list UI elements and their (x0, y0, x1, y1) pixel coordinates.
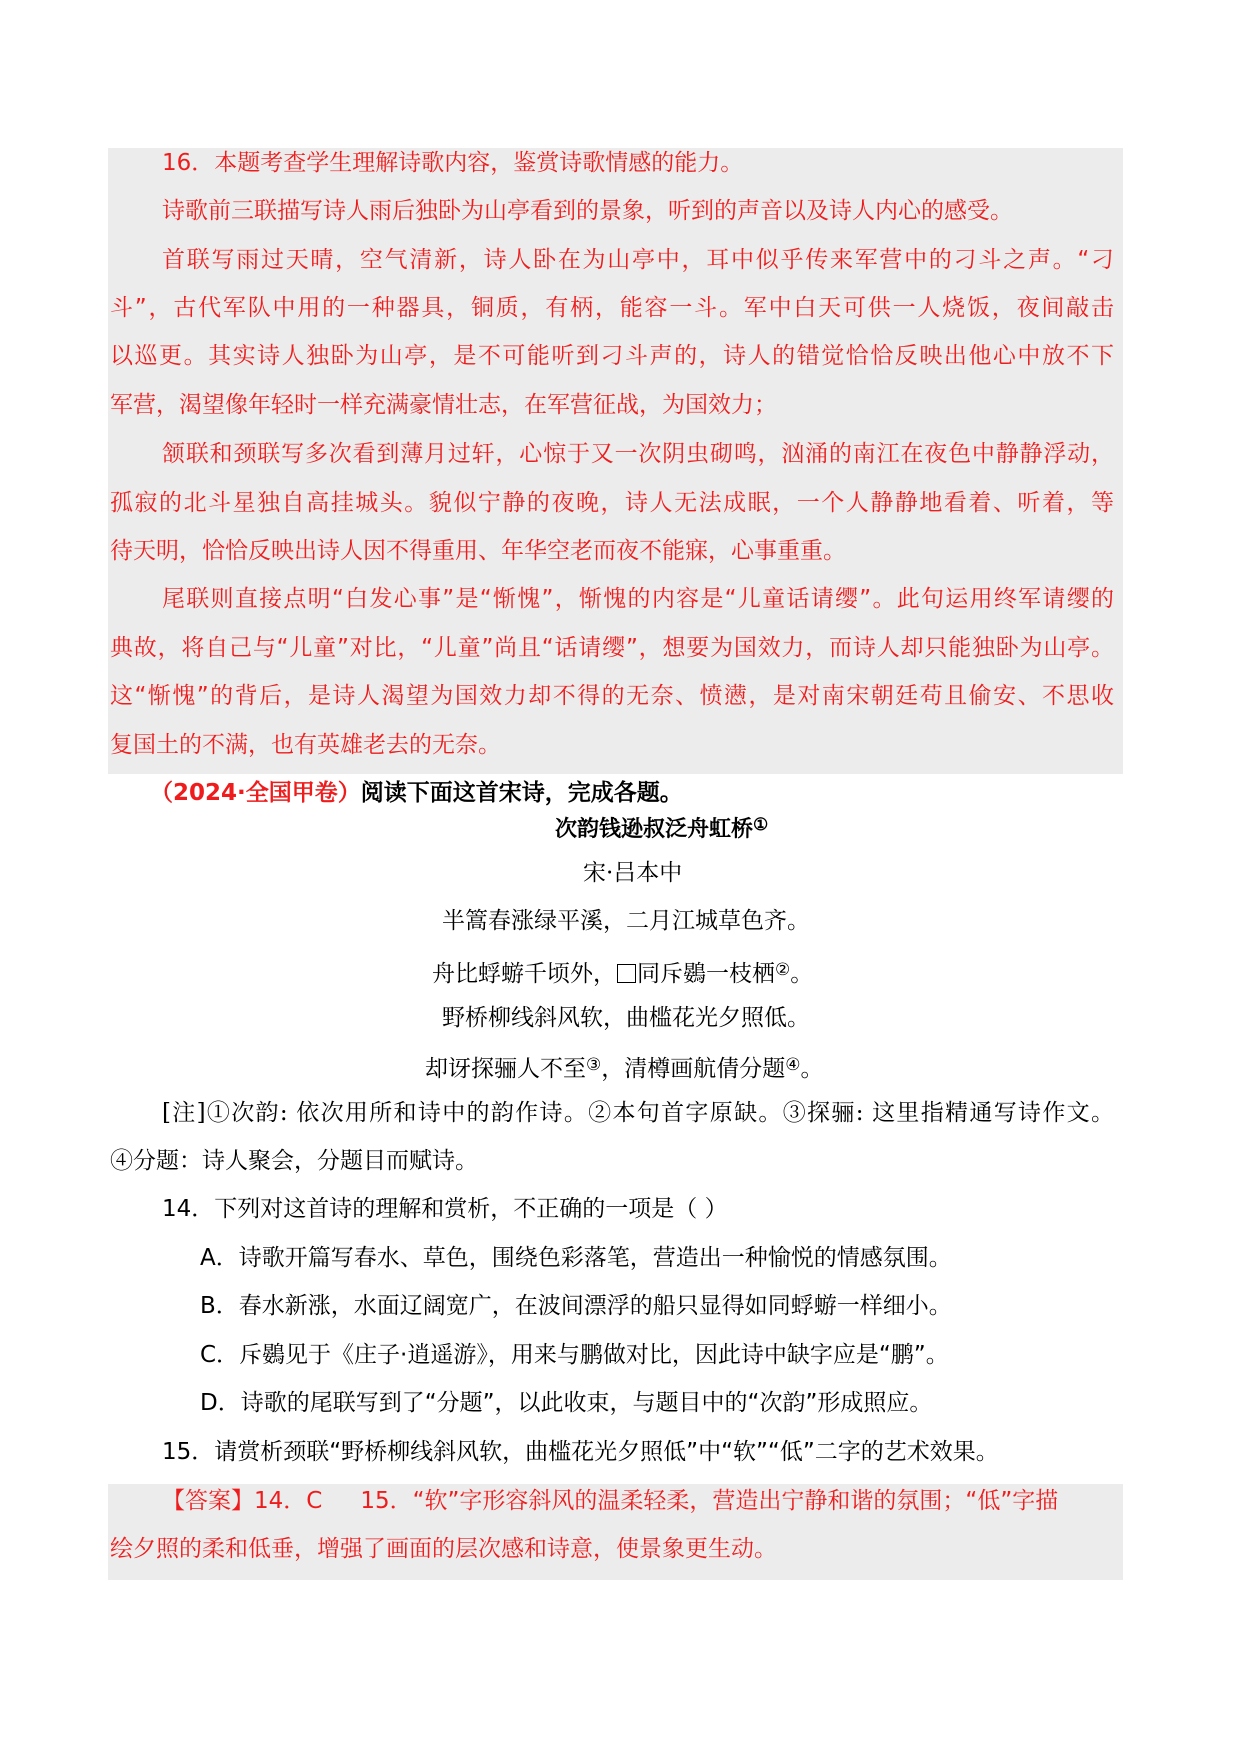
question-14-option: A．诗歌开篇写春水、草色，围绕色彩落笔，营造出一种愉悦的情感氛围。 (200, 1245, 952, 1271)
answer-line (162, 1486, 1058, 1516)
question-14-option: B．春水新涨，水面辽阔宽广，在波间漂浮的船只显得如同蜉蝣一样细小。 (200, 1293, 952, 1319)
poem-title-text: 次韵钱逊叔泛舟虹桥 (555, 816, 754, 842)
answer-line: 绘夕照的柔和低垂，增强了画面的层次感和诗意，使景象更生动。 (110, 1536, 777, 1562)
poem-line2-part: 舟比蜉蝣千顷外， (432, 961, 616, 987)
poem-note-marker: ② (775, 960, 791, 980)
answer16-line: 孤寂的北斗星独自高挂城头。貌似宁静的夜晚，诗人无法成眠，一个人静静地看着、听着，等 (110, 490, 1114, 516)
poem-title (555, 810, 768, 844)
poem-title-note: ① (753, 815, 769, 835)
poem-line4-end: 。 (800, 1056, 824, 1082)
question-intro (150, 778, 683, 808)
answer16-line: 复国土的不满，也有英雄老去的无奈。 (110, 732, 501, 758)
question-14-option: C．斥鷃见于《庄子·逍遥游》，用来与鹏做对比，因此诗中缺字应是“鹏”。 (200, 1342, 949, 1368)
poem-line: 野桥柳线斜风软，曲槛花光夕照低。 (442, 1005, 810, 1031)
answer16-line: 待天明，恰恰反映出诗人因不得重用、年华空老而夜不能寐，心事重重。 (110, 538, 846, 564)
answer16-line: 颔联和颈联写多次看到薄月过轩，心惊于又一次阴虫砌鸣，汹涌的南江在夜色中静静浮动， (162, 441, 1114, 467)
answer16-line: 斗”，古代军队中用的一种器具，铜质，有柄，能容一斗。军中白天可供一人烧饭，夜间敲击 (110, 295, 1114, 321)
poem-note-marker: ④ (785, 1055, 801, 1075)
answer16-line: 典故，将自己与“儿童”对比，“儿童”尚且“话请缨”，想要为国效力，而诗人却只能独卧为山亭。 (110, 635, 1114, 661)
poem-line4-part: ，清樽画航倩分题 (601, 1056, 786, 1082)
missing-character-box (617, 964, 636, 983)
notes-line: [注]①次韵: 依次用所和诗中的韵作诗。②本句首字原缺。③探骊: 这里指精通写诗作文。 (162, 1100, 1114, 1126)
question-15-stem: 15．请赏析颈联“野桥柳线斜风软，曲槛花光夕照低”中“软”“低”二字的艺术效果。 (162, 1439, 999, 1465)
answer-label: 【答案】14．C (162, 1488, 323, 1514)
poem-line: 半篙春涨绿平溪，二月江城草色齐。 (442, 908, 810, 934)
poem-note-marker: ③ (586, 1055, 602, 1075)
exam-source: （2024·全国甲卷） (150, 780, 361, 806)
poem-line4-part: 却讶探骊人不至 (425, 1056, 586, 1082)
question-14-stem: 14．下列对这首诗的理解和赏析，不正确的一项是（ ） (162, 1196, 728, 1222)
answer16-line: 尾联则直接点明“白发心事”是“惭愧”，惭愧的内容是“儿童话请缨”。此句运用终军请缨的 (162, 586, 1114, 612)
poem-author: 宋·吕本中 (583, 860, 683, 886)
notes-line: ④分题：诗人聚会，分题目而赋诗。 (110, 1148, 478, 1174)
question-14-option: D．诗歌的尾联写到了“分题”，以此收束，与题目中的“次韵”形成照应。 (200, 1390, 933, 1416)
answer-text: 15．“软”字形容斜风的温柔轻柔，营造出宁静和谐的氛围；“低”字描 (360, 1488, 1059, 1514)
answer16-line: 以巡更。其实诗人独卧为山亭，是不可能听到刁斗声的，诗人的错觉恰恰反映出他心中放不下 (110, 343, 1114, 369)
answer16-line: 这“惭愧”的背后，是诗人渴望为国效力却不得的无奈、愤懑，是对南宋朝廷苟且偷安、不思收 (110, 683, 1114, 709)
poem-line2-part: 同斥鷃一枝栖 (637, 961, 775, 987)
instruction-text: 阅读下面这首宋诗，完成各题。 (360, 780, 683, 806)
answer16-line: 军营，渴望像年轻时一样充满豪情壮志，在军营征战，为国效力； (110, 392, 777, 418)
answer16-line: 首联写雨过天晴，空气清新，诗人卧在为山亭中，耳中似乎传来军营中的刁斗之声。“刁 (162, 247, 1114, 273)
answer16-line: 诗歌前三联描写诗人雨后独卧为山亭看到的景象，听到的声音以及诗人内心的感受。 (162, 198, 1013, 224)
answer16-line: 16．本题考查学生理解诗歌内容，鉴赏诗歌情感的能力。 (162, 150, 744, 176)
poem-line2-end: 。 (790, 961, 814, 987)
poem-line (425, 1050, 824, 1084)
poem-line (432, 955, 813, 989)
